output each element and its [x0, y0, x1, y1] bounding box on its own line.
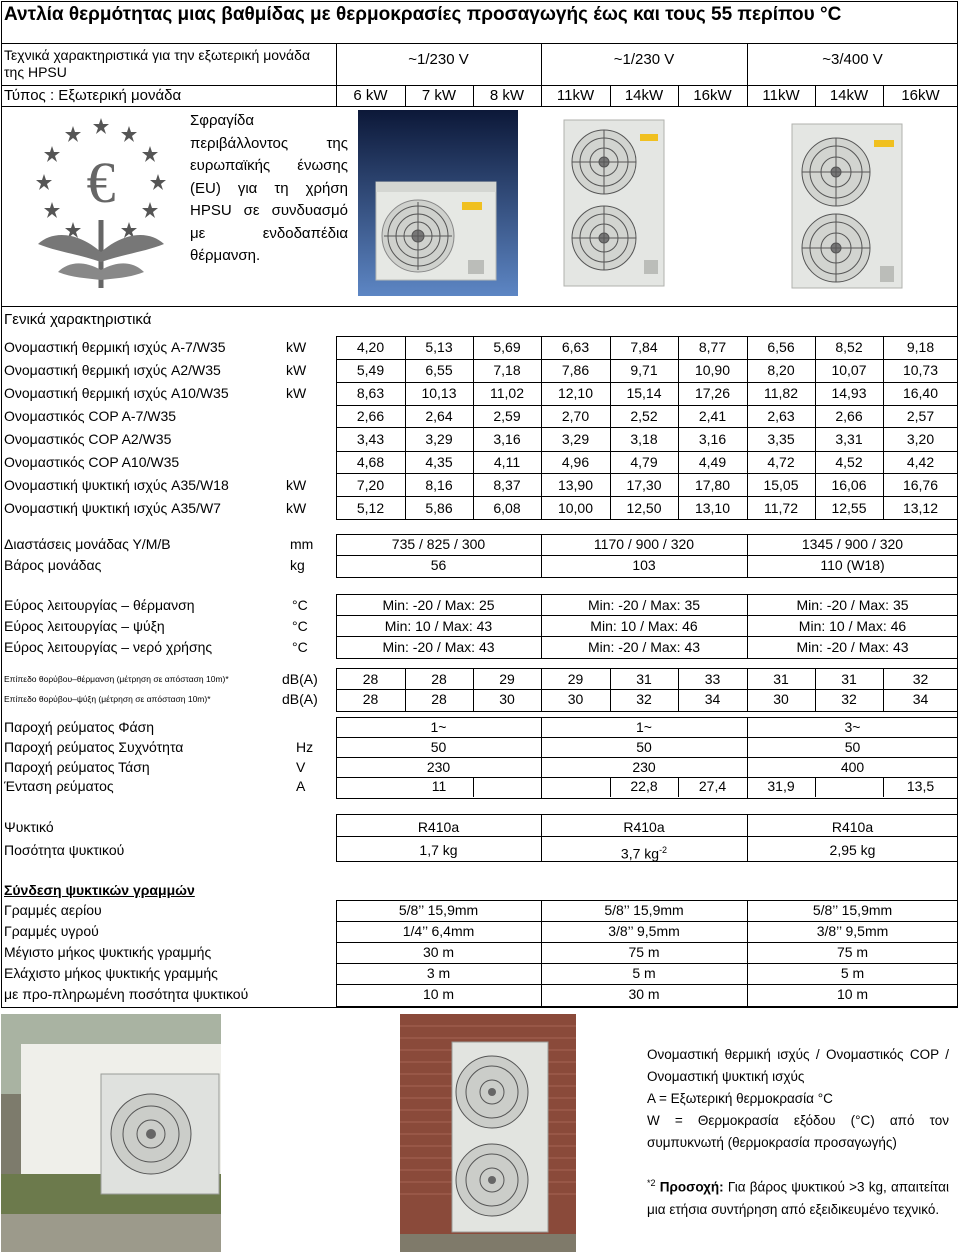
value-cell: 3/8’’ 9,5mm: [816, 923, 889, 939]
value-cell: 11: [431, 778, 447, 794]
value-cell: [541, 819, 747, 835]
value-cell: 103: [632, 557, 656, 573]
value-cell: 22,8: [630, 778, 658, 794]
installation-photo-brick: [400, 1014, 576, 1252]
row-label: Ονομαστική θερμική ισχύς A10/W35: [4, 385, 229, 401]
value-cell: [336, 819, 541, 835]
rule: [1, 43, 958, 44]
value-cell: 11,02: [490, 385, 524, 401]
value-cell: 2,52: [630, 408, 658, 424]
value-cell: 3 m: [426, 965, 451, 981]
value-cell: 16,06: [831, 477, 867, 493]
value-cell: 8,37: [493, 477, 521, 493]
value-cell: 27,4: [698, 778, 727, 794]
row-unit: dB(A): [282, 691, 318, 707]
row-label: Ονομαστική θερμική ισχύς A2/W35: [4, 362, 221, 378]
value-cell: 75 m: [628, 944, 660, 960]
row-label: Ονομαστική ψυκτική ισχύς A35/W18: [4, 477, 229, 493]
rule: [1, 306, 958, 307]
value-cell: [747, 819, 958, 835]
outdoor-unit-small-image: [358, 110, 518, 296]
model-cell: 11kW: [556, 87, 595, 104]
general-title: Γενικά χαρακτηριστικά: [4, 311, 152, 328]
value-cell: 8,20: [767, 362, 795, 378]
value-cell: 4,42: [906, 454, 935, 470]
note-mark: *2: [647, 1178, 656, 1188]
value-cell: Min: 10 / Max: 46: [590, 618, 698, 634]
rule: [336, 737, 958, 738]
model-cell: 6 kW: [353, 87, 388, 104]
rule: [541, 777, 542, 797]
value-cell: Min: -20 / Max: 35: [796, 597, 909, 613]
value-cell: 12,10: [557, 385, 594, 401]
rule: [336, 984, 958, 985]
value-cell: 3,29: [425, 431, 453, 447]
value-cell: 5,13: [425, 339, 453, 355]
model-cell: 8 kW: [489, 87, 525, 104]
row-unit: kW: [286, 500, 307, 516]
value-cell: Min: -20 / Max: 43: [796, 639, 909, 655]
value-cell: 29: [567, 671, 584, 687]
value-cell: 29: [499, 671, 515, 687]
row-unit: kW: [286, 362, 307, 378]
row-unit: dB(A): [282, 671, 318, 687]
value-cell: 16,40: [902, 385, 939, 401]
value-cell: 400: [840, 759, 865, 775]
value-cell: 32: [636, 691, 652, 707]
row-label: Ποσότητα ψυκτικού: [4, 842, 125, 858]
row-label: Εύρος λειτουργίας – θέρμανση: [4, 597, 195, 613]
rule: [336, 921, 958, 922]
value-cell: 13,90: [557, 477, 594, 493]
value-cell: Min: 10 / Max: 43: [384, 618, 493, 634]
value-cell: 1/4’’ 6,4mm: [402, 923, 475, 939]
value-cell: 30 m: [422, 944, 455, 960]
rule: [815, 777, 816, 797]
value-cell: 8,52: [835, 339, 863, 355]
note-mark: -2: [659, 845, 668, 855]
value-cell: 3/8’’ 9,5mm: [608, 923, 680, 939]
value-cell: 6,08: [493, 500, 521, 516]
row-label: Γραμμές υγρού: [4, 923, 99, 939]
value-cell: 4,52: [835, 454, 863, 470]
value-cell: 4,68: [356, 454, 385, 470]
value-cell: Min: -20 / Max: 35: [587, 597, 701, 613]
rule: [336, 473, 958, 474]
row-label: Ψυκτικό: [4, 819, 54, 835]
installation-photo-house: [1, 1014, 221, 1252]
value-cell: 10,07: [831, 362, 867, 378]
rule: [336, 757, 958, 758]
value-cell: 15,05: [763, 477, 799, 493]
outdoor-unit-large-image: [786, 110, 912, 296]
value-cell: 1~: [636, 719, 652, 735]
note-bold: Προσοχή:: [659, 1179, 724, 1195]
value-cell: 1170 / 900 / 320: [593, 536, 695, 552]
eu-label-text: Σφραγίδα περιβάλλοντος της ευρωπαϊκής ένωσης (EU) για τη χρήση HPSU σε συνδυασμό με ενδοδαπέδια θέρμανση.: [190, 112, 348, 264]
value-cell: 75 m: [836, 944, 869, 960]
rule: [336, 942, 958, 943]
row-label: Ονομαστικός COP A2/W35: [4, 431, 172, 447]
value-cell: 56: [430, 557, 447, 573]
value-cell: 10,73: [902, 362, 939, 378]
value-cell: 7,86: [561, 362, 590, 378]
rule: [336, 555, 958, 556]
voltage-3: ~3/400 V: [822, 51, 883, 68]
value-cell: 30: [773, 691, 789, 707]
value-cell: [336, 842, 541, 858]
row-label: Εύρος λειτουργίας – ψύξη: [4, 618, 165, 634]
value-cell: 2,64: [425, 408, 453, 424]
model-cell: 16kW: [693, 87, 732, 104]
row-label: Παροχή ρεύματος Τάση: [4, 759, 150, 775]
value-cell: Min: -20 / Max: 25: [382, 597, 495, 613]
value-cell: 1345 / 900 / 320: [801, 536, 904, 552]
model-cell: 14kW: [829, 87, 869, 104]
value-text: R410a: [623, 819, 665, 835]
value-cell: 28: [431, 691, 447, 707]
value-cell: 17,80: [694, 477, 731, 493]
value-cell: [541, 842, 747, 862]
row-label: Μέγιστο μήκος ψυκτικής γραμμής: [4, 944, 212, 960]
value-text: R410a: [831, 819, 874, 835]
row-label: Επίπεδο θορύβου–θέρμανση (μέτρηση σε απόσταση 10m)*: [4, 674, 229, 684]
legend-note: [647, 1172, 949, 1221]
value-cell: 31: [841, 671, 857, 687]
rule: [610, 777, 611, 797]
value-cell: 4,96: [561, 454, 590, 470]
row-unit: kW: [286, 339, 307, 355]
eu-ecolabel-flower-icon: [28, 112, 174, 296]
rule: [336, 636, 958, 637]
value-cell: 12,55: [831, 500, 867, 516]
value-cell: 5/8’’ 15,9mm: [812, 902, 893, 918]
type-label: Τύπος : Εξωτερική μονάδα: [4, 87, 182, 104]
value-cell: 28: [362, 691, 379, 707]
value-cell: 2,59: [493, 408, 521, 424]
value-cell: 6,55: [425, 362, 453, 378]
value-cell: 5,49: [356, 362, 385, 378]
row-unit: kW: [286, 477, 307, 493]
value-cell: 3,16: [698, 431, 727, 447]
value-cell: 2,57: [906, 408, 935, 424]
value-cell: 9,71: [630, 362, 658, 378]
row-label: Ένταση ρεύματος: [4, 778, 114, 794]
row-unit: V: [296, 759, 306, 775]
value-cell: 3,20: [906, 431, 935, 447]
svg-text:€: €: [86, 150, 116, 215]
value-cell: 3~: [844, 719, 861, 735]
rule: [678, 777, 679, 797]
rule: [336, 615, 958, 616]
legend-line-1: Ονομαστική θερμική ισχύς / Ονομαστικός COP / Ονομαστική ψυκτική ισχύς: [647, 1047, 949, 1084]
value-cell: 3,29: [561, 431, 590, 447]
row-label: Παροχή ρεύματος Φάση: [4, 719, 155, 735]
value-cell: 110 (W18): [820, 557, 885, 573]
model-cell: 14kW: [624, 87, 664, 104]
row-label: Γραμμές αερίου: [4, 902, 102, 918]
value-cell: 4,79: [630, 454, 658, 470]
value-cell: 17,26: [694, 385, 731, 401]
value-cell: 31: [636, 671, 652, 687]
voltage-2: ~1/230 V: [613, 51, 675, 68]
pipes-title: Σύνδεση ψυκτικών γραμμών: [4, 882, 195, 898]
voltage-1: ~1/230 V: [408, 51, 469, 68]
row-unit: kW: [286, 385, 307, 401]
value-cell: 2,66: [356, 408, 385, 424]
spec-label: Τεχνικά χαρακτηριστικά για την εξωτερική μονάδα της HPSU: [4, 47, 311, 80]
value-cell: 14,93: [831, 385, 867, 401]
value-cell: 30: [567, 691, 584, 707]
model-cell: 7 kW: [421, 87, 457, 104]
row-label: Παροχή ρεύματος Συχνότητα: [4, 739, 184, 755]
row-label: Επίπεδο θορύβου–ψύξη (μέτρηση σε απόσταση 10m)*: [4, 694, 211, 704]
value-cell: 10,13: [421, 385, 457, 401]
value-cell: 5/8’’ 15,9mm: [604, 902, 684, 918]
value-cell: 11,82: [764, 385, 798, 401]
value-cell: 230: [632, 759, 656, 775]
rule: [336, 451, 958, 452]
value-cell: 33: [704, 671, 721, 687]
value-cell: 34: [912, 691, 929, 707]
value-cell: [747, 842, 958, 858]
row-label: Ονομαστική ψυκτική ισχύς A35/W7: [4, 500, 221, 516]
row-label: Βάρος μονάδας: [4, 557, 102, 573]
value-cell: 4,49: [698, 454, 727, 470]
value-cell: 5 m: [632, 965, 656, 981]
value-text: 1,7 kg: [419, 842, 458, 858]
legend-line-3: W = Θερμοκρασία εξόδου (°C) από τον συμπυκνωτή (θερμοκρασία προσαγωγής): [647, 1113, 949, 1150]
row-unit: °C: [292, 639, 308, 655]
page-title: Αντλία θερμότητας μιας βαθμίδας με θερμοκρασίες προσαγωγής έως και τους 55 περίπου °C: [4, 4, 842, 25]
rule: [336, 382, 958, 383]
value-cell: 4,20: [356, 339, 385, 355]
value-cell: 1~: [430, 719, 447, 735]
row-label: Ελάχιστο μήκος ψυκτικής γραμμής: [4, 965, 218, 981]
value-cell: Min: 10 / Max: 46: [798, 618, 907, 634]
row-unit: kg: [290, 557, 305, 573]
value-cell: 735 / 825 / 300: [391, 536, 486, 552]
row-unit: °C: [292, 597, 308, 613]
value-cell: 10 m: [836, 986, 869, 1002]
row-unit: °C: [292, 618, 308, 634]
value-cell: 11,72: [764, 500, 798, 516]
row-unit: Hz: [296, 739, 314, 755]
rule: [336, 689, 958, 690]
value-cell: 3,35: [767, 431, 795, 447]
rule: [336, 963, 958, 964]
value-cell: 13,12: [902, 500, 939, 516]
rule: [336, 405, 958, 406]
value-cell: 2,63: [767, 408, 795, 424]
note-text: Για βάρος ψυκτικού >3 kg, απαιτείται μια ετήσια συντήρηση από εξειδικευμένο τεχνικό.: [647, 1179, 949, 1217]
value-cell: 230: [426, 759, 451, 775]
value-cell: 16,76: [902, 477, 939, 493]
value-cell: 4,35: [425, 454, 453, 470]
value-cell: 12,50: [626, 500, 662, 516]
value-cell: 2,70: [561, 408, 590, 424]
value-cell: Min: -20 / Max: 43: [382, 639, 495, 655]
value-cell: 4,72: [767, 454, 795, 470]
value-cell: 7,18: [493, 362, 521, 378]
value-cell: 7,84: [630, 339, 658, 355]
value-cell: 8,77: [698, 339, 727, 355]
value-text: R410a: [417, 819, 460, 835]
value-cell: 32: [912, 671, 929, 687]
value-cell: 30 m: [628, 986, 660, 1002]
value-text: 2,95 kg: [829, 842, 876, 858]
value-cell: 32: [841, 691, 857, 707]
value-cell: 7,20: [356, 477, 385, 493]
value-cell: 9,18: [906, 339, 935, 355]
value-cell: 3,16: [493, 431, 521, 447]
value-cell: 10,90: [694, 362, 731, 378]
row-label: Ονομαστικός COP A10/W35: [4, 454, 180, 470]
model-cell: 11kW: [762, 87, 800, 104]
value-cell: 5,12: [356, 500, 385, 516]
value-cell: 15,14: [626, 385, 662, 401]
value-cell: 31: [773, 671, 789, 687]
value-cell: 5 m: [840, 965, 865, 981]
value-cell: 50: [430, 739, 447, 755]
value-cell: 8,16: [425, 477, 453, 493]
outdoor-unit-medium-image: [560, 110, 672, 296]
rule: [883, 777, 884, 797]
value-cell: 3,18: [630, 431, 658, 447]
rule: [1, 106, 958, 107]
value-cell: 5/8’’ 15,9mm: [398, 902, 479, 918]
row-label: με προ-πληρωμένη ποσότητα ψυκτικού: [4, 986, 249, 1002]
value-cell: 6,63: [561, 339, 590, 355]
row-label: Εύρος λειτουργίας – νερό χρήσης: [4, 639, 213, 655]
row-label: Διαστάσεις μονάδας Υ/Μ/Β: [4, 536, 171, 552]
value-cell: 13,5: [906, 778, 935, 794]
rule: [336, 496, 958, 497]
legend-line-2: A = Εξωτερική θερμοκρασία °C: [647, 1091, 833, 1106]
value-cell: 31,9: [767, 778, 795, 794]
rule: [473, 777, 474, 797]
value-text: 3,7 kg: [620, 845, 660, 862]
model-cell: 16kW: [901, 87, 940, 104]
value-cell: 10,00: [557, 500, 594, 516]
row-label: Ονομαστική θερμική ισχύς A-7/W35: [4, 339, 226, 355]
value-cell: 17,30: [626, 477, 662, 493]
value-cell: 34: [704, 691, 721, 707]
rule: [336, 836, 958, 837]
value-cell: 10 m: [422, 986, 455, 1002]
value-cell: 3,43: [356, 431, 385, 447]
row-unit: mm: [290, 536, 314, 552]
value-cell: 50: [636, 739, 652, 755]
rule: [336, 427, 958, 428]
value-cell: 2,66: [835, 408, 863, 424]
value-cell: 5,69: [493, 339, 521, 355]
value-cell: 28: [362, 671, 379, 687]
value-cell: 30: [499, 691, 515, 707]
value-cell: 5,86: [425, 500, 453, 516]
legend-box: [647, 1044, 949, 1221]
value-cell: 13,10: [694, 500, 731, 516]
rule: [747, 777, 748, 797]
value-cell: 2,41: [698, 408, 727, 424]
value-cell: Min: -20 / Max: 43: [587, 639, 701, 655]
value-cell: 28: [431, 671, 447, 687]
value-cell: 50: [844, 739, 861, 755]
value-cell: 3,31: [835, 431, 863, 447]
value-cell: 4,11: [493, 454, 521, 470]
row-unit: A: [296, 778, 306, 794]
row-label: Ονομαστικός COP A-7/W35: [4, 408, 177, 424]
rule: [336, 359, 958, 360]
value-cell: 6,56: [767, 339, 795, 355]
value-cell: 8,63: [356, 385, 385, 401]
